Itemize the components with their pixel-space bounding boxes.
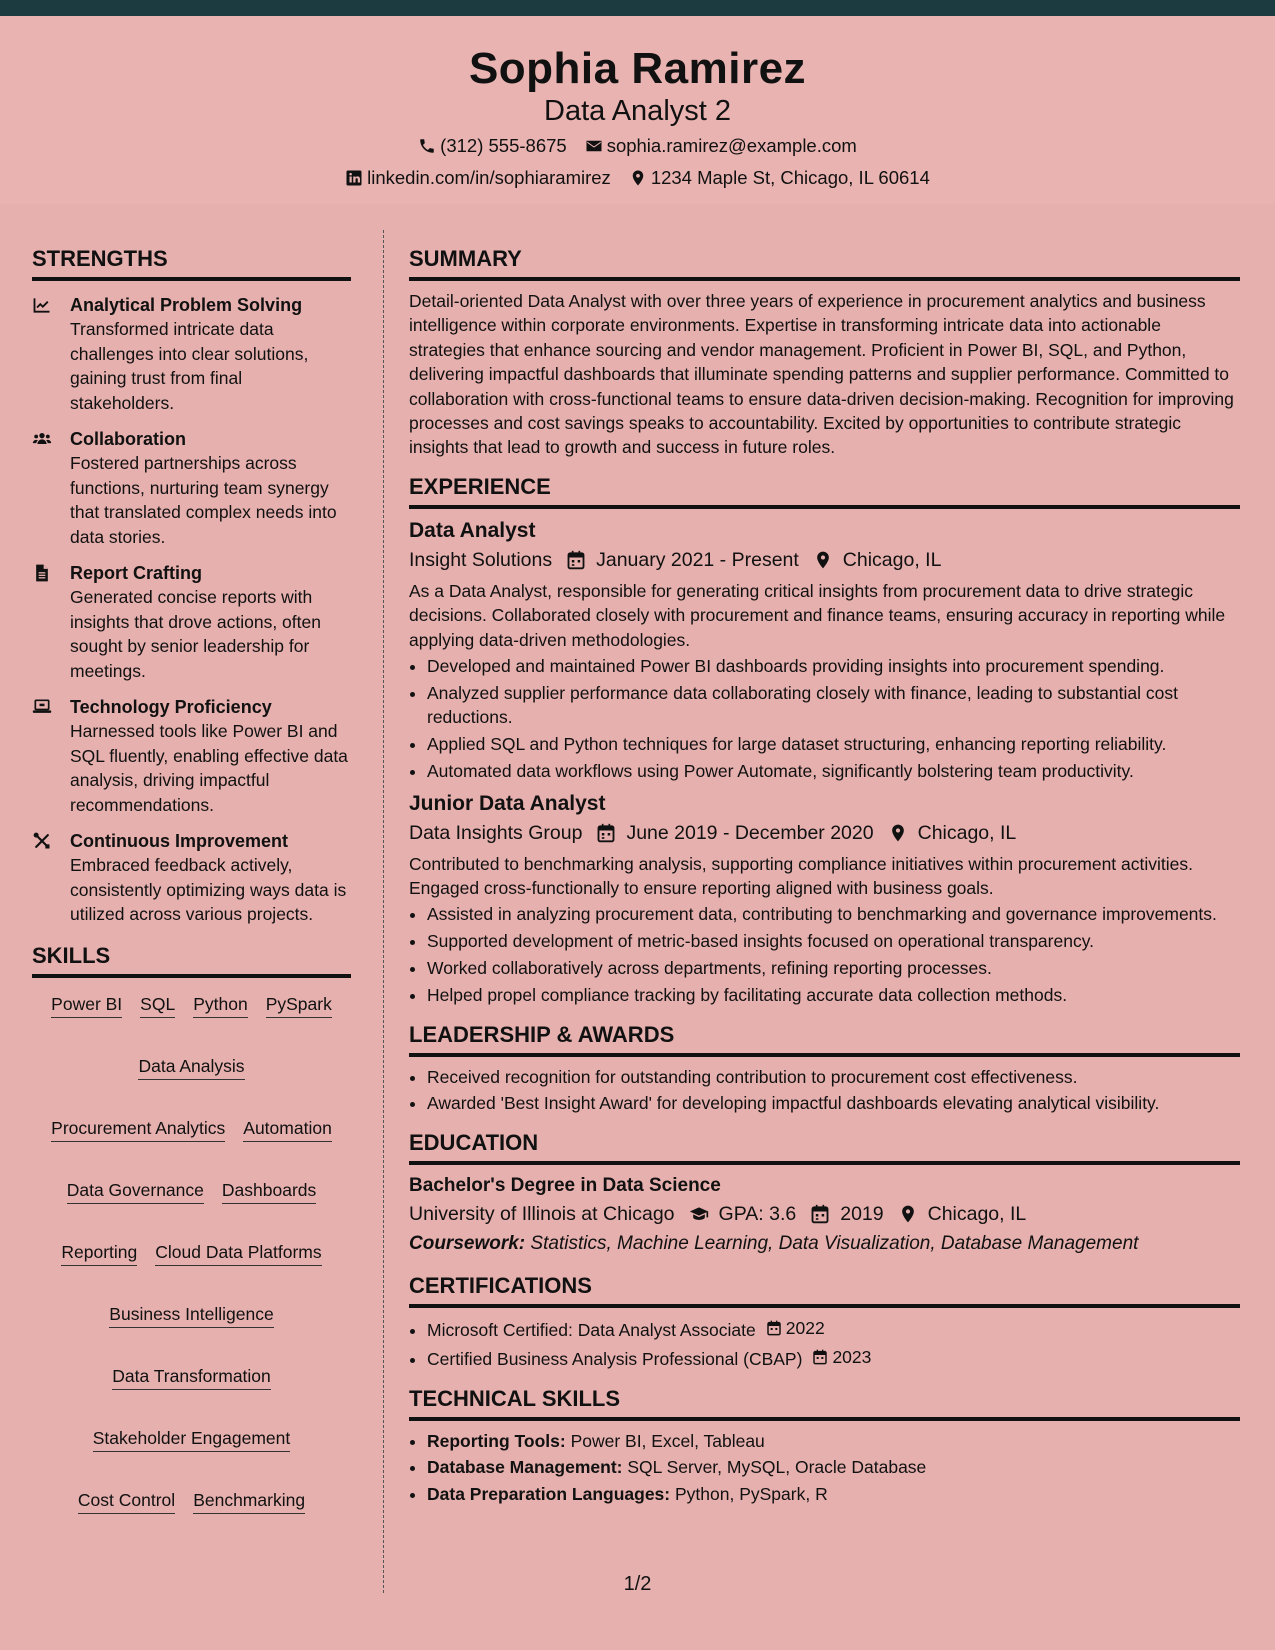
coursework-label: Coursework: bbox=[409, 1232, 526, 1254]
job-bullet: • Helped propel compliance tracking by facilitating accurate data collection methods. bbox=[427, 983, 1240, 1007]
map-pin-icon bbox=[898, 1204, 918, 1224]
tech-label: Database Management: bbox=[427, 1457, 623, 1478]
linkedin-icon bbox=[345, 169, 363, 187]
chart-line-icon bbox=[32, 295, 52, 315]
job-location: Chicago, IL bbox=[917, 821, 1017, 844]
strength-item bbox=[32, 695, 351, 817]
top-accent-bar bbox=[0, 0, 1275, 16]
linkedin-contact[interactable] bbox=[345, 166, 611, 190]
leadership-heading: LEADERSHIP & AWARDS bbox=[409, 1020, 1240, 1057]
job-bullet: • Assisted in analyzing procurement data, contributing to benchmarking and governance improvements. bbox=[427, 902, 1240, 926]
degree: Bachelor's Degree in Data Science bbox=[409, 1174, 721, 1196]
job-description: Contributed to benchmarking analysis, supporting compliance initiatives within procurement activities. Engaged cross-functionally to ensure reporting aligned with business goals. bbox=[409, 853, 1193, 898]
map-pin-icon bbox=[813, 550, 833, 570]
job-title: Junior Data Analyst bbox=[409, 791, 606, 815]
coursework bbox=[409, 1229, 1240, 1259]
skill-tag: Stakeholder Engagement bbox=[93, 1426, 291, 1452]
technical-skill-item bbox=[427, 1429, 1240, 1453]
cert-name: Microsoft Certified: Data Analyst Associate bbox=[427, 1320, 756, 1341]
technical-skills-list bbox=[409, 1429, 1240, 1507]
job-location: Chicago, IL bbox=[842, 548, 942, 571]
skill-tag: Reporting bbox=[61, 1240, 137, 1266]
job-company: Data Insights Group bbox=[409, 821, 583, 844]
strength-title: Technology Proficiency bbox=[70, 697, 272, 717]
job-entry bbox=[409, 790, 1240, 1008]
skill-tag: Python bbox=[193, 992, 247, 1018]
certifications-heading: CERTIFICATIONS bbox=[409, 1271, 1240, 1308]
cert-year: 2023 bbox=[832, 1346, 872, 1367]
job-description: As a Data Analyst, responsible for generating critical insights from procurement data to drive strategic decisions. Collaborated closely with procurement and finance teams, ensuring accuracy in reporting while applying data-driven methodologies. bbox=[409, 580, 1226, 650]
strength-item bbox=[32, 293, 351, 415]
tech-value: SQL Server, MySQL, Oracle Database bbox=[627, 1457, 927, 1478]
contact-line-2 bbox=[0, 166, 1275, 190]
strength-desc: Embraced feedback actively, consistently optimizing ways data is utilized across various projects. bbox=[70, 855, 347, 924]
job-bullets bbox=[409, 654, 1240, 784]
skill-tag: Cloud Data Platforms bbox=[155, 1240, 321, 1266]
tech-label: Reporting Tools: bbox=[427, 1430, 566, 1451]
map-pin-icon bbox=[629, 169, 647, 187]
technical-skill-item bbox=[427, 1455, 1240, 1479]
email-text: sophia.ramirez@example.com bbox=[606, 135, 857, 156]
certification-item bbox=[427, 1345, 1240, 1372]
technical-skill-item bbox=[427, 1482, 1240, 1506]
users-icon bbox=[32, 429, 52, 449]
education-meta bbox=[409, 1199, 1240, 1229]
certification-list bbox=[409, 1316, 1240, 1372]
calendar-icon bbox=[566, 550, 586, 570]
strength-title: Collaboration bbox=[70, 429, 186, 449]
map-pin-icon bbox=[888, 823, 908, 843]
skill-tag: PySpark bbox=[266, 992, 332, 1018]
skill-tag: Automation bbox=[243, 1116, 332, 1142]
strength-title: Analytical Problem Solving bbox=[70, 295, 303, 315]
strength-desc: Generated concise reports with insights that drove actions, often sought by senior leadership for meetings. bbox=[70, 587, 321, 681]
job-bullet: • Developed and maintained Power BI dashboards providing insights into procurement spending. bbox=[427, 654, 1240, 678]
candidate-title: Data Analyst 2 bbox=[544, 95, 731, 127]
tools-icon bbox=[32, 831, 52, 851]
graduation-cap-icon bbox=[689, 1204, 709, 1224]
page-number: 1/2 bbox=[623, 1573, 652, 1595]
skills-section bbox=[32, 941, 351, 1514]
envelope-icon bbox=[585, 137, 603, 155]
job-dates: June 2019 - December 2020 bbox=[626, 821, 874, 844]
laptop-icon bbox=[32, 697, 52, 717]
skill-tag: Business Intelligence bbox=[109, 1302, 273, 1328]
strength-item bbox=[32, 561, 351, 683]
experience-heading: EXPERIENCE bbox=[409, 472, 1240, 509]
gpa: GPA: 3.6 bbox=[718, 1202, 797, 1225]
skill-list bbox=[32, 986, 351, 1514]
resume-header bbox=[0, 16, 1275, 204]
skill-tag: Cost Control bbox=[78, 1488, 175, 1514]
right-column bbox=[409, 244, 1240, 1509]
summary-heading: SUMMARY bbox=[409, 244, 1240, 281]
award-item: • Received recognition for outstanding contribution to procurement cost effectiveness. bbox=[427, 1065, 1240, 1089]
strength-desc: Harnessed tools like Power BI and SQL fluently, enabling effective data analysis, driving impactful recommendations. bbox=[70, 721, 348, 815]
technical-skills-heading: TECHNICAL SKILLS bbox=[409, 1384, 1240, 1421]
award-item: • Awarded 'Best Insight Award' for developing impactful dashboards elevating analytical visibility. bbox=[427, 1091, 1240, 1115]
phone-contact bbox=[418, 134, 567, 158]
strength-desc: Fostered partnerships across functions, nurturing team synergy that translated complex needs into data stories. bbox=[70, 453, 337, 547]
job-meta bbox=[409, 818, 1240, 848]
calendar-icon bbox=[812, 1349, 828, 1365]
address-text: 1234 Maple St, Chicago, IL 60614 bbox=[650, 167, 930, 188]
coursework-text: Statistics, Machine Learning, Data Visualization, Database Management bbox=[530, 1232, 1139, 1254]
phone-icon bbox=[418, 137, 436, 155]
strength-desc: Transformed intricate data challenges into clear solutions, gaining trust from final stakeholders. bbox=[70, 319, 309, 413]
job-bullets bbox=[409, 902, 1240, 1007]
job-meta bbox=[409, 545, 1240, 575]
address-contact bbox=[629, 166, 930, 190]
skill-tag: Power BI bbox=[51, 992, 122, 1018]
skill-tag: Benchmarking bbox=[193, 1488, 305, 1514]
skill-tag: SQL bbox=[140, 992, 175, 1018]
tech-value: Python, PySpark, R bbox=[675, 1484, 828, 1505]
job-entry bbox=[409, 517, 1240, 784]
job-bullet: • Applied SQL and Python techniques for large dataset structuring, enhancing reporting reliability. bbox=[427, 732, 1240, 756]
strength-title: Continuous Improvement bbox=[70, 831, 289, 851]
job-bullet: • Worked collaboratively across departments, refining reporting processes. bbox=[427, 956, 1240, 980]
leadership-list bbox=[409, 1065, 1240, 1116]
strength-item bbox=[32, 829, 351, 927]
contact-line-1 bbox=[0, 134, 1275, 158]
summary-text: Detail-oriented Data Analyst with over three years of experience in procurement analytics and business intelligence within corporate environments. Expertise in transforming intricate data into actionable strategies that enhance sourcing and vendor management. Proficient in Power BI, SQL, and Python, delivering impactful dashboards that illuminate spending patterns and supplier performance. Committed to collaboration with cross-functional teams to ensure data-driven decision-making. Recognition for improving processes and cost savings speaks to accountability. Excited by opportunities to contribute strategic insights that lead to growth and success in future roles. bbox=[409, 291, 1234, 458]
job-bullet: • Automated data workflows using Power Automate, significantly bolstering team productivity. bbox=[427, 759, 1240, 783]
linkedin-text: linkedin.com/in/sophiaramirez bbox=[367, 167, 611, 188]
strength-item bbox=[32, 427, 351, 549]
skill-tag: Procurement Analytics bbox=[51, 1116, 225, 1142]
tech-label: Data Preparation Languages: bbox=[427, 1484, 671, 1505]
skill-tag: Data Governance bbox=[67, 1178, 204, 1204]
skill-tag: Dashboards bbox=[222, 1178, 316, 1204]
skill-tag: Data Analysis bbox=[138, 1054, 244, 1080]
certification-item bbox=[427, 1316, 1240, 1343]
column-divider bbox=[383, 230, 384, 1593]
job-dates: January 2021 - Present bbox=[596, 548, 799, 571]
candidate-name: Sophia Ramirez bbox=[468, 44, 807, 93]
calendar-icon bbox=[810, 1204, 830, 1224]
job-title: Data Analyst bbox=[409, 518, 536, 542]
skill-tag: Data Transformation bbox=[112, 1364, 271, 1390]
education-entry bbox=[409, 1173, 1240, 1259]
strengths-heading: STRENGTHS bbox=[32, 244, 351, 281]
graduation-year: 2019 bbox=[840, 1202, 884, 1225]
job-bullet: • Analyzed supplier performance data collaborating closely with finance, leading to substantial cost reductions. bbox=[427, 681, 1240, 730]
cert-name: Certified Business Analysis Professional (CBAP) bbox=[427, 1349, 803, 1370]
cert-year: 2022 bbox=[785, 1317, 825, 1338]
skills-heading: SKILLS bbox=[32, 941, 351, 978]
phone-text: (312) 555-8675 bbox=[440, 135, 567, 156]
tech-value: Power BI, Excel, Tableau bbox=[570, 1430, 765, 1451]
email-contact[interactable] bbox=[585, 134, 857, 158]
education-heading: EDUCATION bbox=[409, 1128, 1240, 1165]
calendar-icon bbox=[766, 1320, 782, 1336]
file-icon bbox=[32, 563, 52, 583]
strength-title: Report Crafting bbox=[70, 563, 202, 583]
job-company: Insight Solutions bbox=[409, 548, 553, 571]
education-location: Chicago, IL bbox=[927, 1202, 1027, 1225]
left-column bbox=[32, 244, 351, 1514]
job-bullet: • Supported development of metric-based insights focused on operational transparency. bbox=[427, 929, 1240, 953]
calendar-icon bbox=[596, 823, 616, 843]
school: University of Illinois at Chicago bbox=[409, 1202, 675, 1225]
